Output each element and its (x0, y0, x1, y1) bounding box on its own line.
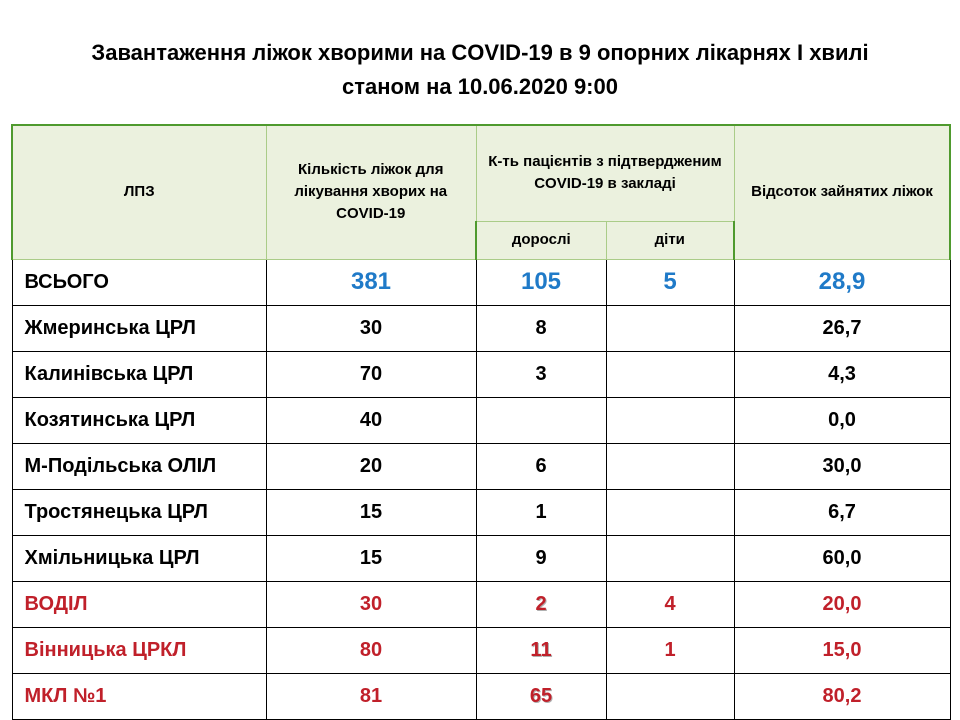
cell-name: Тростянецька ЦРЛ (12, 489, 266, 535)
cell-beds: 381 (266, 259, 476, 305)
bed-occupancy-table (11, 124, 951, 720)
cell-adults: 11 (476, 627, 606, 673)
table-row (12, 535, 950, 581)
cell-children (606, 673, 734, 719)
cell-beds: 40 (266, 397, 476, 443)
cell-adults: 65 (476, 673, 606, 719)
cell-percent: 6,7 (734, 489, 950, 535)
cell-beds: 70 (266, 351, 476, 397)
cell-percent: 4,3 (734, 351, 950, 397)
cell-name: Хмільницька ЦРЛ (12, 535, 266, 581)
cell-children: 4 (606, 581, 734, 627)
table-row (12, 673, 950, 719)
table-row (12, 351, 950, 397)
header-lpz: ЛПЗ (12, 125, 266, 259)
cell-adults: 2 (476, 581, 606, 627)
cell-name: Калинівська ЦРЛ (12, 351, 266, 397)
header-children: діти (606, 221, 734, 259)
table-row (12, 627, 950, 673)
cell-name: М-Подільська ОЛІЛ (12, 443, 266, 489)
cell-percent: 80,2 (734, 673, 950, 719)
cell-beds: 15 (266, 535, 476, 581)
cell-adults: 8 (476, 305, 606, 351)
cell-beds: 81 (266, 673, 476, 719)
cell-children: 1 (606, 627, 734, 673)
cell-name: МКЛ №1 (12, 673, 266, 719)
header-patients: К-ть пацієнтів з підтвердженим COVID-19 в закладі (476, 125, 734, 221)
cell-name: ВОДІЛ (12, 581, 266, 627)
cell-percent: 28,9 (734, 259, 950, 305)
cell-children (606, 489, 734, 535)
cell-adults: 9 (476, 535, 606, 581)
cell-adults: 105 (476, 259, 606, 305)
cell-children (606, 397, 734, 443)
cell-children (606, 305, 734, 351)
table-row (12, 489, 950, 535)
header-adults: дорослі (476, 221, 606, 259)
table-row (12, 443, 950, 489)
cell-beds: 30 (266, 581, 476, 627)
title-line-1: Завантаження ліжок хворими на COVID-19 в 9 опорних лікарнях І хвилі (91, 40, 869, 65)
cell-percent: 0,0 (734, 397, 950, 443)
cell-adults: 1 (476, 489, 606, 535)
title-line-2: станом на 10.06.2020 9:00 (342, 74, 618, 99)
cell-children (606, 351, 734, 397)
cell-adults (476, 397, 606, 443)
cell-adults: 6 (476, 443, 606, 489)
table-row-total (12, 259, 950, 305)
cell-beds: 80 (266, 627, 476, 673)
header-percent: Відсоток зайнятих ліжок (734, 125, 950, 259)
table-row (12, 581, 950, 627)
cell-children (606, 443, 734, 489)
table-row (12, 397, 950, 443)
page-title (0, 36, 960, 104)
table-row (12, 305, 950, 351)
cell-name: Вінницька ЦРКЛ (12, 627, 266, 673)
header-beds: Кількість ліжок для лікування хворих на COVID-19 (266, 125, 476, 259)
cell-name: Козятинська ЦРЛ (12, 397, 266, 443)
cell-beds: 20 (266, 443, 476, 489)
cell-name: Жмеринська ЦРЛ (12, 305, 266, 351)
cell-name: ВСЬОГО (12, 259, 266, 305)
cell-adults: 3 (476, 351, 606, 397)
cell-percent: 60,0 (734, 535, 950, 581)
cell-children: 5 (606, 259, 734, 305)
cell-beds: 15 (266, 489, 476, 535)
cell-percent: 26,7 (734, 305, 950, 351)
cell-percent: 30,0 (734, 443, 950, 489)
cell-beds: 30 (266, 305, 476, 351)
cell-percent: 20,0 (734, 581, 950, 627)
cell-children (606, 535, 734, 581)
cell-percent: 15,0 (734, 627, 950, 673)
